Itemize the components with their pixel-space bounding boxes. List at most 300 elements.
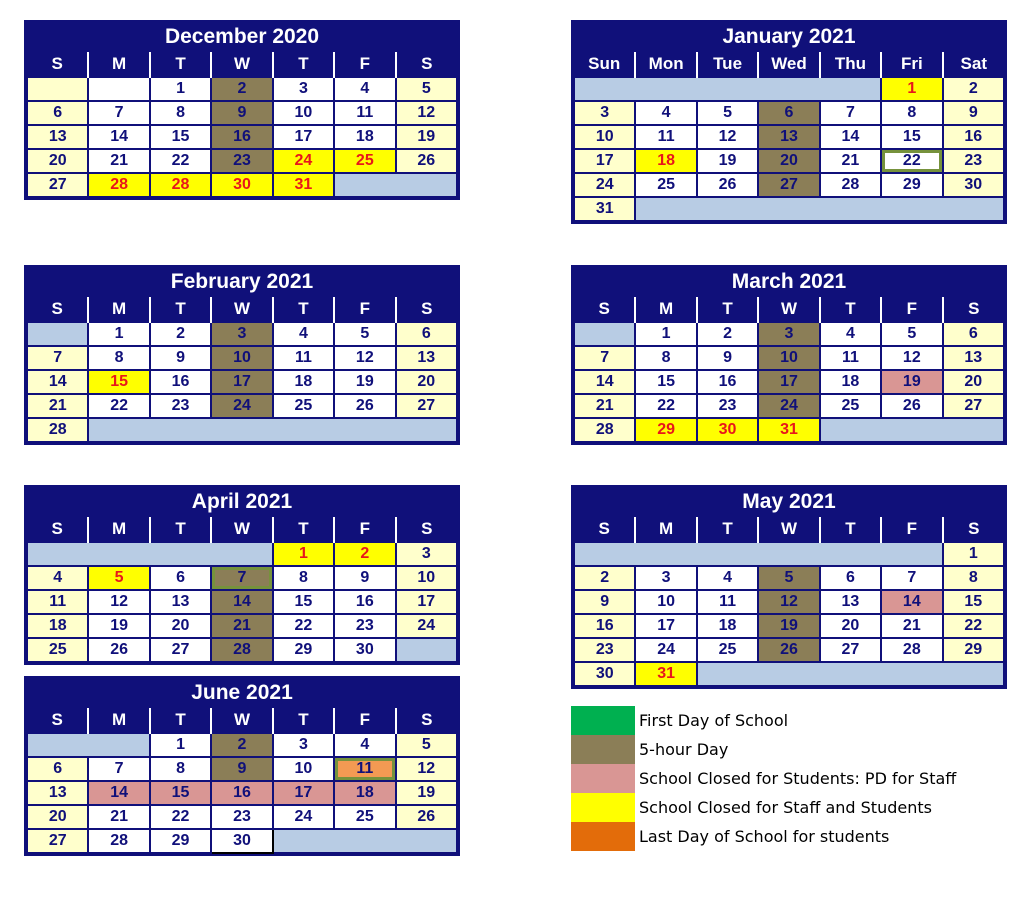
day-cell: 17 [758, 370, 819, 394]
day-cell: 7 [881, 566, 942, 590]
day-cell: 30 [943, 173, 1004, 197]
day-cell: 18 [27, 614, 88, 638]
weekday-header: Thu [820, 52, 881, 77]
day-cell: 10 [758, 346, 819, 370]
day-cell: 12 [88, 590, 149, 614]
day-cell: 26 [334, 394, 395, 418]
legend-label: School Closed for Students: PD for Staff [639, 769, 957, 788]
day-cell: 6 [396, 322, 457, 346]
month-grid [573, 52, 1005, 222]
weekday-header: T [820, 517, 881, 542]
day-cell: 29 [150, 829, 211, 853]
day-cell: 21 [881, 614, 942, 638]
day-cell: 5 [396, 77, 457, 101]
weekday-header: S [396, 297, 457, 322]
day-cell: 16 [334, 590, 395, 614]
month-grid [26, 517, 458, 663]
weekday-header: M [88, 297, 149, 322]
day-cell: 26 [758, 638, 819, 662]
day-cell: 25 [635, 173, 696, 197]
day-cell: 16 [943, 125, 1004, 149]
empty-day-cell [574, 77, 881, 101]
week-row [574, 394, 1004, 418]
day-cell: 11 [334, 757, 395, 781]
day-cell: 9 [211, 101, 272, 125]
day-cell: 6 [27, 101, 88, 125]
day-cell: 28 [211, 638, 272, 662]
weekday-header: M [88, 708, 149, 733]
day-cell: 28 [574, 418, 635, 442]
day-cell: 22 [88, 394, 149, 418]
day-cell: 14 [574, 370, 635, 394]
empty-day-cell [27, 322, 88, 346]
day-cell: 23 [150, 394, 211, 418]
day-cell: 20 [396, 370, 457, 394]
day-cell: 27 [150, 638, 211, 662]
legend-swatch [571, 735, 635, 764]
month-title: June 2021 [26, 678, 458, 708]
day-cell: 22 [881, 149, 942, 173]
day-cell: 11 [635, 125, 696, 149]
week-row [574, 418, 1004, 442]
day-cell: 10 [574, 125, 635, 149]
legend-item [571, 764, 991, 793]
week-row [27, 101, 457, 125]
day-cell: 23 [211, 805, 272, 829]
day-cell: 17 [574, 149, 635, 173]
day-cell: 15 [150, 781, 211, 805]
day-cell: 1 [943, 542, 1004, 566]
day-cell: 14 [881, 590, 942, 614]
day-cell: 2 [943, 77, 1004, 101]
day-cell: 2 [334, 542, 395, 566]
empty-day-cell [697, 662, 1004, 686]
weekday-header: S [27, 517, 88, 542]
day-cell: 5 [396, 733, 457, 757]
legend-item [571, 706, 991, 735]
day-cell: 8 [88, 346, 149, 370]
day-cell: 10 [396, 566, 457, 590]
day-cell: 16 [150, 370, 211, 394]
month-title: March 2021 [573, 267, 1005, 297]
day-cell: 15 [635, 370, 696, 394]
day-cell: 26 [88, 638, 149, 662]
day-cell: 18 [820, 370, 881, 394]
weekday-header: Sun [574, 52, 635, 77]
day-cell: 17 [396, 590, 457, 614]
day-cell: 27 [758, 173, 819, 197]
legend [571, 706, 991, 851]
day-cell: 30 [574, 662, 635, 686]
day-cell: 30 [697, 418, 758, 442]
legend-item [571, 735, 991, 764]
day-cell: 31 [635, 662, 696, 686]
calendar-january-2021 [571, 20, 1007, 224]
day-cell: 11 [273, 346, 334, 370]
day-cell: 9 [697, 346, 758, 370]
day-cell: 26 [881, 394, 942, 418]
week-row [574, 638, 1004, 662]
day-cell: 4 [820, 322, 881, 346]
day-cell: 17 [211, 370, 272, 394]
day-cell: 12 [758, 590, 819, 614]
day-cell: 31 [273, 173, 334, 197]
calendar-march-2021 [571, 265, 1007, 445]
empty-day-cell [396, 638, 457, 662]
month-title: April 2021 [26, 487, 458, 517]
weekday-header: S [396, 52, 457, 77]
day-cell: 14 [88, 781, 149, 805]
day-cell: 6 [758, 101, 819, 125]
day-cell: 20 [758, 149, 819, 173]
day-cell: 28 [881, 638, 942, 662]
day-cell: 25 [27, 638, 88, 662]
weekday-header: M [88, 517, 149, 542]
day-cell: 18 [334, 781, 395, 805]
calendar-june-2021 [24, 676, 460, 856]
weekday-header: F [334, 517, 395, 542]
day-cell: 11 [820, 346, 881, 370]
day-cell: 2 [574, 566, 635, 590]
week-row [27, 370, 457, 394]
day-cell: 28 [27, 418, 88, 442]
empty-day-cell [273, 829, 457, 853]
day-cell: 5 [697, 101, 758, 125]
calendar-december-2020 [24, 20, 460, 200]
day-cell: 5 [758, 566, 819, 590]
day-cell: 4 [27, 566, 88, 590]
day-cell: 27 [943, 394, 1004, 418]
week-row [574, 197, 1004, 221]
day-cell: 14 [27, 370, 88, 394]
month-grid [26, 297, 458, 443]
day-cell: 12 [334, 346, 395, 370]
day-cell: 19 [881, 370, 942, 394]
day-cell: 29 [273, 638, 334, 662]
day-cell: 19 [334, 370, 395, 394]
day-cell: 5 [881, 322, 942, 346]
day-cell: 21 [574, 394, 635, 418]
day-cell: 13 [27, 781, 88, 805]
week-row [574, 590, 1004, 614]
day-cell: 27 [27, 173, 88, 197]
weekday-header: T [150, 708, 211, 733]
weekday-header: T [273, 297, 334, 322]
day-cell: 19 [396, 125, 457, 149]
day-cell: 25 [334, 805, 395, 829]
empty-day-cell [27, 542, 273, 566]
day-cell: 27 [27, 829, 88, 853]
day-cell: 30 [211, 173, 272, 197]
day-cell: 6 [820, 566, 881, 590]
day-cell: 3 [574, 101, 635, 125]
week-row [574, 662, 1004, 686]
day-cell: 7 [88, 757, 149, 781]
day-cell: 1 [635, 322, 696, 346]
day-cell: 24 [273, 805, 334, 829]
weekday-header: Fri [881, 52, 942, 77]
day-cell: 23 [697, 394, 758, 418]
day-cell: 21 [88, 805, 149, 829]
day-cell: 4 [635, 101, 696, 125]
weekday-header: Tue [697, 52, 758, 77]
day-cell: 13 [758, 125, 819, 149]
weekday-header: M [635, 297, 696, 322]
day-cell: 16 [697, 370, 758, 394]
day-cell: 20 [150, 614, 211, 638]
week-row [27, 757, 457, 781]
day-cell: 4 [697, 566, 758, 590]
day-cell: 3 [758, 322, 819, 346]
day-cell: 8 [273, 566, 334, 590]
day-cell: 9 [943, 101, 1004, 125]
day-cell: 28 [88, 829, 149, 853]
day-cell: 11 [334, 101, 395, 125]
weekday-header: M [88, 52, 149, 77]
day-cell: 18 [273, 370, 334, 394]
legend-item [571, 822, 991, 851]
weekday-header: S [27, 52, 88, 77]
day-cell: 1 [273, 542, 334, 566]
day-cell: 22 [943, 614, 1004, 638]
weekday-header: Sat [943, 52, 1004, 77]
day-cell: 3 [273, 77, 334, 101]
day-cell: 28 [820, 173, 881, 197]
day-cell: 8 [943, 566, 1004, 590]
day-cell: 2 [150, 322, 211, 346]
day-cell: 29 [881, 173, 942, 197]
weekday-header: S [27, 297, 88, 322]
week-row [27, 542, 457, 566]
weekday-header: W [758, 517, 819, 542]
weekday-header: T [273, 708, 334, 733]
week-row [27, 77, 457, 101]
weekday-header: T [150, 52, 211, 77]
day-cell: 11 [697, 590, 758, 614]
day-cell: 3 [211, 322, 272, 346]
month-grid [26, 52, 458, 198]
day-cell: 28 [150, 173, 211, 197]
day-cell: 8 [150, 101, 211, 125]
day-cell: 25 [273, 394, 334, 418]
day-cell: 8 [635, 346, 696, 370]
day-cell: 18 [334, 125, 395, 149]
legend-label: 5-hour Day [639, 740, 729, 759]
week-row [27, 173, 457, 197]
weekday-header: M [635, 517, 696, 542]
weekday-header: W [211, 297, 272, 322]
week-row [27, 805, 457, 829]
month-grid [26, 708, 458, 854]
day-cell: 19 [396, 781, 457, 805]
day-cell: 17 [635, 614, 696, 638]
weekday-header: S [396, 708, 457, 733]
day-cell: 14 [88, 125, 149, 149]
week-row [574, 77, 1004, 101]
week-row [574, 322, 1004, 346]
day-cell: 15 [150, 125, 211, 149]
legend-swatch [571, 793, 635, 822]
day-cell: 3 [273, 733, 334, 757]
calendar-may-2021 [571, 485, 1007, 689]
day-cell: 23 [943, 149, 1004, 173]
day-cell: 12 [881, 346, 942, 370]
day-cell: 12 [396, 101, 457, 125]
week-row [27, 394, 457, 418]
day-cell: 31 [574, 197, 635, 221]
weekday-header: S [27, 708, 88, 733]
day-cell: 27 [820, 638, 881, 662]
day-cell: 15 [881, 125, 942, 149]
weekday-header: S [574, 517, 635, 542]
day-cell: 11 [27, 590, 88, 614]
weekday-header: F [334, 52, 395, 77]
empty-day-cell [334, 173, 457, 197]
day-cell: 8 [150, 757, 211, 781]
legend-swatch [571, 822, 635, 851]
day-cell: 1 [88, 322, 149, 346]
day-cell: 4 [334, 77, 395, 101]
empty-day-cell [635, 197, 1004, 221]
day-cell: 2 [211, 77, 272, 101]
day-cell: 19 [88, 614, 149, 638]
day-cell: 26 [396, 149, 457, 173]
day-cell: 15 [88, 370, 149, 394]
empty-day-cell [88, 418, 457, 442]
day-cell: 24 [574, 173, 635, 197]
day-cell: 13 [820, 590, 881, 614]
day-cell: 24 [758, 394, 819, 418]
weekday-header: F [334, 297, 395, 322]
day-cell: 17 [273, 781, 334, 805]
day-cell: 7 [211, 566, 272, 590]
weekday-header: T [697, 517, 758, 542]
weekday-header: W [211, 517, 272, 542]
weekday-header: Mon [635, 52, 696, 77]
weekday-header: F [881, 297, 942, 322]
day-cell: 3 [396, 542, 457, 566]
weekday-header: T [820, 297, 881, 322]
week-row [27, 590, 457, 614]
day-cell: 25 [820, 394, 881, 418]
calendar-february-2021 [24, 265, 460, 445]
weekday-header: T [150, 297, 211, 322]
week-row [574, 101, 1004, 125]
week-row [574, 125, 1004, 149]
week-row [27, 614, 457, 638]
day-cell: 9 [211, 757, 272, 781]
weekday-header: Wed [758, 52, 819, 77]
day-cell: 21 [211, 614, 272, 638]
day-cell: 24 [273, 149, 334, 173]
weekday-header: F [334, 708, 395, 733]
day-cell: 23 [574, 638, 635, 662]
day-cell: 5 [334, 322, 395, 346]
week-row [574, 566, 1004, 590]
month-grid [573, 297, 1005, 443]
calendar-april-2021 [24, 485, 460, 665]
day-cell: 22 [273, 614, 334, 638]
week-row [27, 638, 457, 662]
week-row [574, 173, 1004, 197]
day-cell: 15 [943, 590, 1004, 614]
day-cell: 9 [334, 566, 395, 590]
day-cell: 21 [820, 149, 881, 173]
weekday-header: S [943, 517, 1004, 542]
legend-swatch [571, 764, 635, 793]
week-row [27, 125, 457, 149]
day-cell: 19 [697, 149, 758, 173]
day-cell: 6 [943, 322, 1004, 346]
weekday-header: W [211, 52, 272, 77]
day-cell: 18 [635, 149, 696, 173]
empty-day-cell [574, 322, 635, 346]
day-cell: 7 [88, 101, 149, 125]
legend-label: Last Day of School for students [639, 827, 890, 846]
day-cell: 19 [758, 614, 819, 638]
day-cell: 6 [150, 566, 211, 590]
day-cell: 23 [334, 614, 395, 638]
day-cell: 2 [697, 322, 758, 346]
day-cell: 23 [211, 149, 272, 173]
day-cell: 24 [211, 394, 272, 418]
day-cell: 28 [88, 173, 149, 197]
day-cell: 21 [27, 394, 88, 418]
month-title: December 2020 [26, 22, 458, 52]
legend-label: First Day of School [639, 711, 789, 730]
day-cell: 20 [27, 805, 88, 829]
week-row [27, 566, 457, 590]
day-cell: 24 [635, 638, 696, 662]
day-cell: 7 [574, 346, 635, 370]
day-cell: 29 [635, 418, 696, 442]
weekday-header: T [150, 517, 211, 542]
legend-swatch [571, 706, 635, 735]
day-cell: 10 [273, 757, 334, 781]
day-cell: 14 [211, 590, 272, 614]
week-row [574, 346, 1004, 370]
legend-item [571, 793, 991, 822]
day-cell: 13 [27, 125, 88, 149]
week-row [27, 346, 457, 370]
day-cell: 20 [27, 149, 88, 173]
weekday-header: T [273, 52, 334, 77]
day-cell: 26 [697, 173, 758, 197]
day-cell: 10 [635, 590, 696, 614]
day-cell: 20 [820, 614, 881, 638]
month-title: May 2021 [573, 487, 1005, 517]
day-cell: 22 [635, 394, 696, 418]
weekday-header: W [211, 708, 272, 733]
empty-day-cell [820, 418, 1004, 442]
day-cell: 20 [943, 370, 1004, 394]
day-cell: 10 [273, 101, 334, 125]
day-cell: 27 [396, 394, 457, 418]
day-cell: 5 [88, 566, 149, 590]
empty-day-cell [27, 733, 150, 757]
week-row [27, 149, 457, 173]
day-cell: 1 [881, 77, 942, 101]
day-cell: 26 [396, 805, 457, 829]
day-cell: 10 [211, 346, 272, 370]
day-cell: 13 [396, 346, 457, 370]
week-row [574, 614, 1004, 638]
week-row [27, 781, 457, 805]
day-cell: 17 [273, 125, 334, 149]
month-grid [573, 517, 1005, 687]
day-cell: 21 [88, 149, 149, 173]
weekday-header: F [881, 517, 942, 542]
